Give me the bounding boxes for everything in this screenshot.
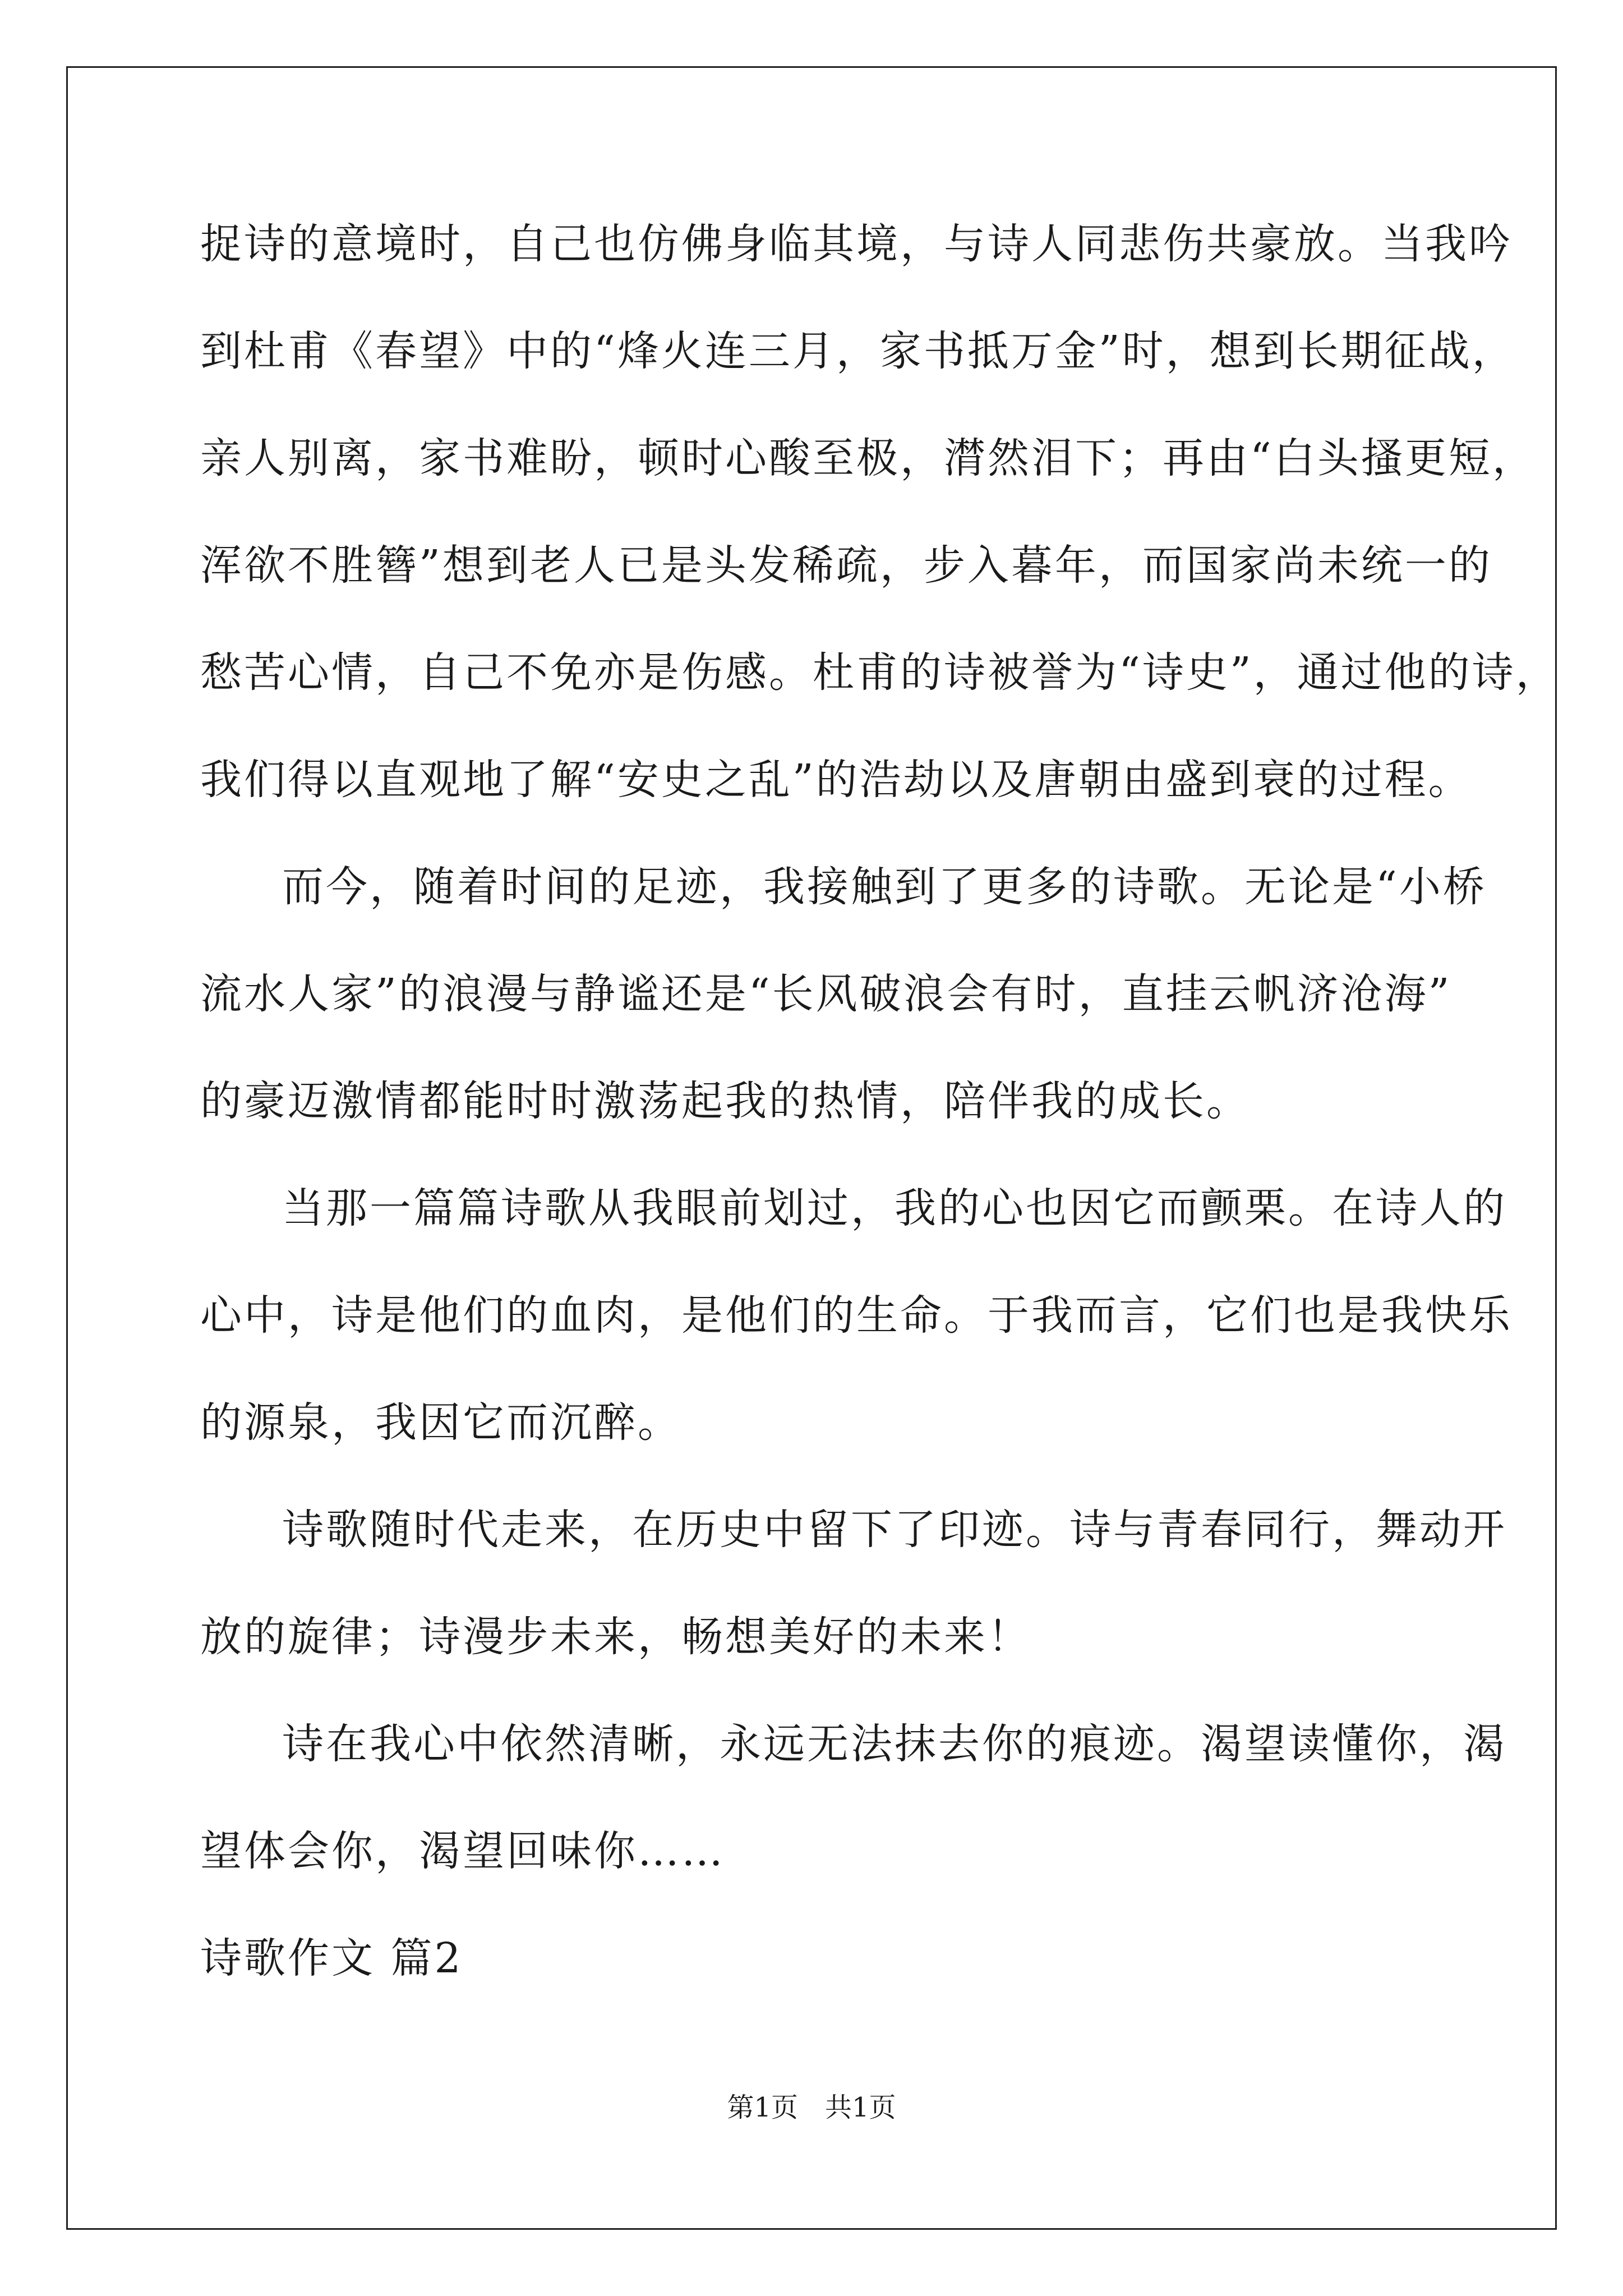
paragraph-4-line-1: 诗歌随时代走来，在历史中留下了印迹。诗与青春同行，舞动开 bbox=[282, 1506, 1507, 1554]
page-total: 共1页 bbox=[825, 2092, 896, 2123]
paragraph-2-line-3: 的豪迈激情都能时时激荡起我的热情，陪伴我的成长。 bbox=[200, 1077, 1250, 1125]
paragraph-4-line-2: 放的旋律；诗漫步未来，畅想美好的未来！ bbox=[200, 1613, 1031, 1661]
paragraph-3-line-2: 心中，诗是他们的血肉，是他们的生命。于我而言，它们也是我快乐 bbox=[200, 1291, 1513, 1340]
paragraph-1-line-5: 愁苦心情，自己不免亦是伤感。杜甫的诗被誉为“诗史”，通过他的诗， bbox=[200, 648, 1560, 697]
page-footer bbox=[0, 2091, 1623, 2124]
paragraph-5-line-1: 诗在我心中依然清晰，永远无法抹去你的痕迹。渴望读懂你，渴 bbox=[282, 1720, 1507, 1768]
paragraph-1-line-2: 到杜甫《春望》中的“烽火连三月，家书抵万金”时，想到长期征战， bbox=[200, 327, 1516, 375]
paragraph-3-line-1: 当那一篇篇诗歌从我眼前划过，我的心也因它而颤栗。在诗人的 bbox=[282, 1184, 1507, 1232]
paragraph-1-line-3: 亲人别离，家书难盼，顿时心酸至极，潸然泪下；再由“白头搔更短， bbox=[200, 434, 1536, 482]
paragraph-3-line-3: 的源泉，我因它而沉醉。 bbox=[200, 1398, 681, 1447]
paragraph-5-line-2: 望体会你，渴望回味你…… bbox=[200, 1827, 725, 1875]
paragraph-2-line-1: 而今，随着时间的足迹，我接触到了更多的诗歌。无论是“小桥 bbox=[282, 863, 1487, 911]
paragraph-1-line-4: 浑欲不胜簪”想到老人已是头发稀疏，步入暮年，而国家尚未统一的 bbox=[200, 541, 1492, 590]
paragraph-1-line-6: 我们得以直观地了解“安史之乱”的浩劫以及唐朝由盛到衰的过程。 bbox=[200, 756, 1472, 804]
page-border bbox=[66, 66, 1557, 2230]
section-heading: 诗歌作文 篇2 bbox=[200, 1934, 463, 1982]
paragraph-2-line-2: 流水人家”的浪漫与静谧还是“长风破浪会有时，直挂云帆济沧海” bbox=[200, 970, 1452, 1018]
paragraph-1-line-1: 捉诗的意境时，自己也仿佛身临其境，与诗人同悲伤共豪放。当我吟 bbox=[200, 220, 1513, 268]
page-number: 第1页 bbox=[727, 2092, 798, 2123]
